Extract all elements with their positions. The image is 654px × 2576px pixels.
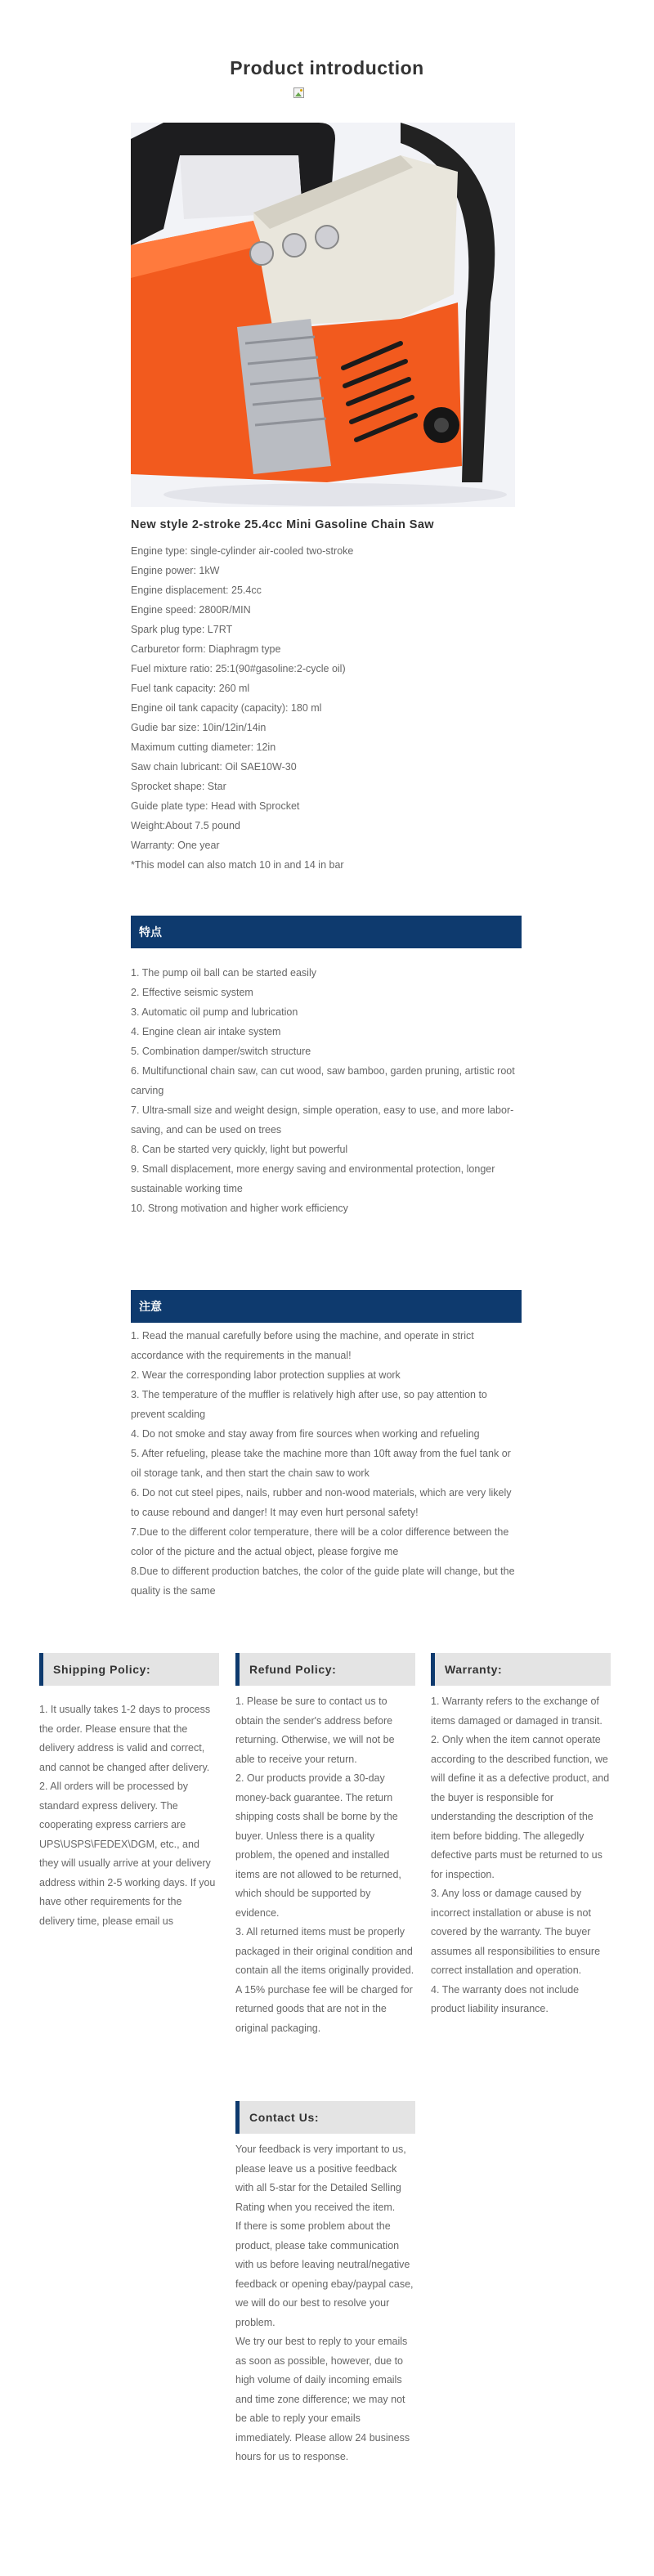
broken-image-icon — [293, 87, 306, 100]
feature-item: 6. Multifunctional chain saw, can cut wood, saw bamboo, garden pruning, artistic root carving — [131, 1065, 515, 1096]
warranty-item: 1. Warranty refers to the exchange of items damaged or damaged in transit. — [431, 1696, 602, 1727]
spec-item: Engine power: 1kW — [131, 565, 220, 576]
note-item: 5. After refueling, please take the machine more than 10ft away from the fuel tank or oil storage tank, and then start the chain saw to work — [131, 1448, 511, 1479]
refund-policy-list — [235, 1692, 415, 2038]
spec-item: Maximum cutting diameter: 12in — [131, 741, 276, 753]
spec-item: Engine speed: 2800R/MIN — [131, 604, 251, 616]
feature-item: 8. Can be started very quickly, light but powerful — [131, 1144, 348, 1155]
product-photo — [131, 123, 515, 507]
feature-item: 9. Small displacement, more energy saving and environmental protection, longer sustainable working time — [131, 1163, 495, 1194]
note-item: 3. The temperature of the muffler is relatively high after use, so pay attention to prevent scalding — [131, 1389, 487, 1420]
spec-item: Warranty: One year — [131, 840, 220, 851]
note-item: 4. Do not smoke and stay away from fire sources when working and refueling — [131, 1428, 480, 1440]
feature-item: 3. Automatic oil pump and lubrication — [131, 1006, 298, 1018]
contact-item: We try our best to reply to your emails as soon as possible, however, due to high volume of daily incoming emails and time zone difference; we may not be able to reply your emails immediately. Please allow 24 business hours for us to response. — [235, 2336, 410, 2462]
spec-item: Fuel mixture ratio: 25:1(90#gasoline:2-cycle oil) — [131, 663, 346, 674]
contact-list — [235, 2140, 415, 2467]
spec-item: Saw chain lubricant: Oil SAE10W-30 — [131, 761, 297, 773]
shipping-policy-list — [39, 1700, 219, 1931]
warranty-list — [431, 1692, 611, 2019]
contact-panel — [235, 2101, 415, 2467]
spec-item: Fuel tank capacity: 260 ml — [131, 683, 250, 694]
refund-policy-item: 1. Please be sure to contact us to obtain the sender's address before returning. Otherwise, we will not be able to receive your return. — [235, 1696, 395, 1765]
shipping-policy-item: 1. It usually takes 1-2 days to process the order. Please ensure that the delivery address is valid and correct, and cannot be changed after delivery. — [39, 1704, 211, 1773]
spec-item: Sprocket shape: Star — [131, 781, 226, 792]
feature-item: 7. Ultra-small size and weight design, simple operation, easy to use, and more labor-saving, and can be used on trees — [131, 1104, 514, 1136]
shipping-policy-panel — [39, 1653, 219, 1931]
notes-header: 注意 — [131, 1290, 522, 1323]
note-item: 6. Do not cut steel pipes, nails, rubber and non-wood materials, which are very likely to cause rebound and danger! It may even hurt personal safety! — [131, 1487, 512, 1518]
contact-item: If there is some problem about the product, please take communication with us before leaving neutral/negative feedback or opening ebay/paypal case, we will do our best to resolve your problem. — [235, 2220, 414, 2328]
contact-item: Your feedback is very important to us, please leave us a positive feedback with all 5-star for the Detailed Selling Rating when you received the item. — [235, 2144, 406, 2213]
spec-item: Engine displacement: 25.4cc — [131, 585, 262, 596]
warranty-title: Warranty: — [431, 1653, 611, 1686]
features-list — [131, 963, 522, 1218]
refund-policy-item: 2. Our products provide a 30-day money-back guarantee. The return shipping costs shall be borne by the buyer. Unless there is a quality problem, the opened and installed items are not allowed to be returned, which should be supported by evidence. — [235, 1772, 401, 1919]
warranty-item: 2. Only when the item cannot operate according to the described function, we will define it as a defective product, and the buyer is responsible for understanding the description of the item before bidding. The allegedly defective parts must be returned to us for inspection. — [431, 1734, 610, 1880]
contact-title: Contact Us: — [235, 2101, 415, 2134]
feature-item: 1. The pump oil ball can be started easily — [131, 967, 316, 979]
spec-item: Weight:About 7.5 pound — [131, 820, 240, 831]
features-header: 特点 — [131, 916, 522, 948]
spec-item: Carburetor form: Diaphragm type — [131, 643, 281, 655]
spec-item: Guide plate type: Head with Sprocket — [131, 800, 300, 812]
feature-item: 10. Strong motivation and higher work efficiency — [131, 1203, 348, 1214]
feature-item: 2. Effective seismic system — [131, 987, 253, 998]
shipping-policy-item: 2. All orders will be processed by standard express delivery. The cooperating express carriers are UPS\USPS\FEDEX\DGM, etc., and they will usually arrive at your delivery address within 2-5 working days. If you have other requirements for the delivery time, please email us — [39, 1781, 216, 1927]
page-title: Product introduction — [230, 57, 424, 78]
shipping-policy-title: Shipping Policy: — [39, 1653, 219, 1686]
note-item: 1. Read the manual carefully before using the machine, and operate in strict accordance with the requirements in the manual! — [131, 1330, 474, 1361]
refund-policy-panel — [235, 1653, 415, 2038]
note-item: 8.Due to different production batches, the color of the guide plate will change, but the quality is the same — [131, 1566, 515, 1597]
spec-list — [131, 541, 523, 875]
feature-item: 5. Combination damper/switch structure — [131, 1046, 311, 1057]
spec-item: Gudie bar size: 10in/12in/14in — [131, 722, 267, 733]
spec-item: *This model can also match 10 in and 14 in bar — [131, 859, 344, 871]
warranty-panel — [431, 1653, 611, 2019]
refund-policy-title: Refund Policy: — [235, 1653, 415, 1686]
warranty-item: 3. Any loss or damage caused by incorrect installation or abuse is not covered by the warranty. The buyer assumes all responsibilities to ensure correct installation and operation. — [431, 1888, 601, 1976]
product-title: New style 2-stroke 25.4cc Mini Gasoline Chain Saw — [131, 518, 434, 531]
spec-item: Spark plug type: L7RT — [131, 624, 233, 635]
note-item: 2. Wear the corresponding labor protection supplies at work — [131, 1369, 401, 1381]
refund-policy-item: 3. All returned items must be properly packaged in their original condition and contain all the items originally provided. A 15% purchase fee will be charged for returned goods that are not in the original packaging. — [235, 1926, 414, 2034]
warranty-item: 4. The warranty does not include product liability insurance. — [431, 1983, 580, 2014]
note-item: 7.Due to the different color temperature, there will be a color difference between the color of the picture and the actual object, please forgive me — [131, 1526, 509, 1557]
spec-item: Engine oil tank capacity (capacity): 180 ml — [131, 702, 322, 714]
feature-item: 4. Engine clean air intake system — [131, 1026, 281, 1037]
notes-list — [131, 1326, 522, 1601]
spec-item: Engine type: single-cylinder air-cooled two-stroke — [131, 545, 354, 557]
